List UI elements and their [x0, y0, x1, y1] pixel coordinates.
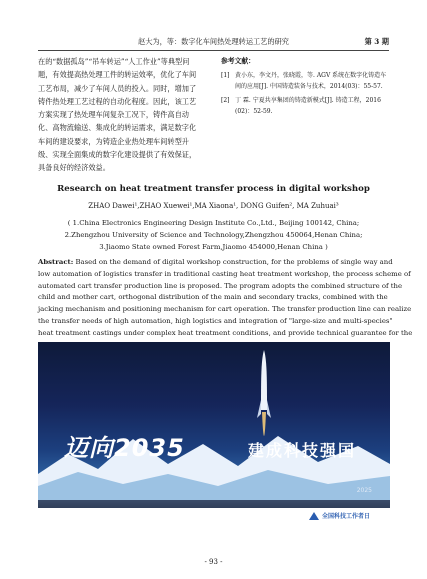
body-text-left-column [38, 55, 213, 175]
reference-text: 丁 霖. 宁夏共享集团的铸造新模式[J]. 铸造工程，2016 (02)：52-59. [235, 97, 381, 115]
abstract-line: low automation of logistics transfer in traditional casting heat treatment workshop, the process scheme of [38, 269, 411, 278]
body-line: 工艺布局，减少了车间人员的投入。同时，增加了 [38, 83, 197, 93]
body-line: 在的“数据孤岛”“吊车转运”“人工作业”等典型问 [38, 57, 190, 66]
organization-logo [309, 511, 370, 520]
header-rule [38, 50, 389, 51]
abstract-line: jacking mechanism and positioning mechanism for cart operation. The transfer production line can realize [38, 305, 412, 314]
body-line: 方案实现了热处理车间复杂工况下，铸件高自动 [38, 110, 189, 120]
issue-number: 第 3 期 [364, 37, 389, 46]
running-header [38, 36, 389, 48]
english-authors: ZHAO Dawei¹,ZHAO Xuewei¹,MA Xiaona¹, DONG Guifen², MA Zuhuai³ [88, 202, 339, 210]
reference-text: 黄小东，李文丹，张晓霞，等. AGV 系统在数字化铸造车间的应用[J]. 中国铸造装备与技术，2014(03)：55-57. [235, 72, 387, 90]
body-line: 车间的建设要求，为铸造企业热处理车间转型升 [38, 136, 189, 146]
abstract-line: heat treatment castings under complex heat treatment conditions, and provide technical guarantee for the [38, 328, 413, 337]
banner-slogan-left: 迈向2035 [64, 434, 185, 462]
organization-name: 全国科技工作者日 [321, 513, 370, 520]
reference-item [221, 70, 391, 92]
references-section [221, 56, 391, 120]
org-logo-icon [309, 512, 319, 520]
abstract-label: Abstract: [38, 258, 74, 266]
body-line: 级、实现全面集成的数字化建设提供了有效保证， [38, 150, 197, 160]
page-number: - 93 - [204, 558, 223, 566]
body-line: 题，有效提高热处理工件的转运效率，优化了车间 [38, 70, 197, 80]
body-line: 具备良好的经济效益。 [38, 163, 110, 173]
affiliations [38, 218, 389, 253]
abstract-line [38, 257, 393, 269]
body-line: 化、高物流输送、集成化的转运需求，满足数字化 [38, 123, 197, 133]
affiliation-line: 2.Zhengzhou University of Science and Technology,Zhengzhou 450064,Henan China; [64, 230, 363, 239]
affiliation-line: ( 1.China Electronics Engineering Design Institute Co.,Ltd., Beijing 100142, China; [67, 219, 360, 227]
reference-item [221, 95, 391, 117]
abstract-line: child and mother cart, orthogonal distribution of the main and secondary tracks, combined with the [38, 293, 388, 302]
abstract-text: Based on the demand of digital workshop construction, for the problems of single way and [73, 258, 393, 266]
reference-number: [2] [221, 97, 230, 104]
affiliation-line: 3.Jiaomo State owned Forest Farm,Jiaomo 454000,Henan China ) [99, 242, 328, 251]
banner-year: 2025 [356, 487, 372, 494]
promo-banner-image [38, 342, 390, 522]
reference-number: [1] [221, 72, 230, 79]
english-title: Research on heat treatment transfer process in digital workshop [57, 184, 370, 194]
references-title: 参考文献： [221, 57, 255, 65]
abstract-line: the transfer needs of high automation, high logistics and integration of "large-size and multi-species" [38, 316, 393, 325]
banner-slogan-right: 建成科技强国 [248, 441, 357, 460]
body-line: 铸件热处理工艺过程的自动化程度。因此，该工艺 [38, 96, 197, 106]
abstract-line: automated cart transfer production line is proposed. The program adopts the combined structure of the [38, 281, 403, 290]
running-title: 赵大为，等：数字化车间热处理转运工艺的研究 [138, 37, 289, 46]
